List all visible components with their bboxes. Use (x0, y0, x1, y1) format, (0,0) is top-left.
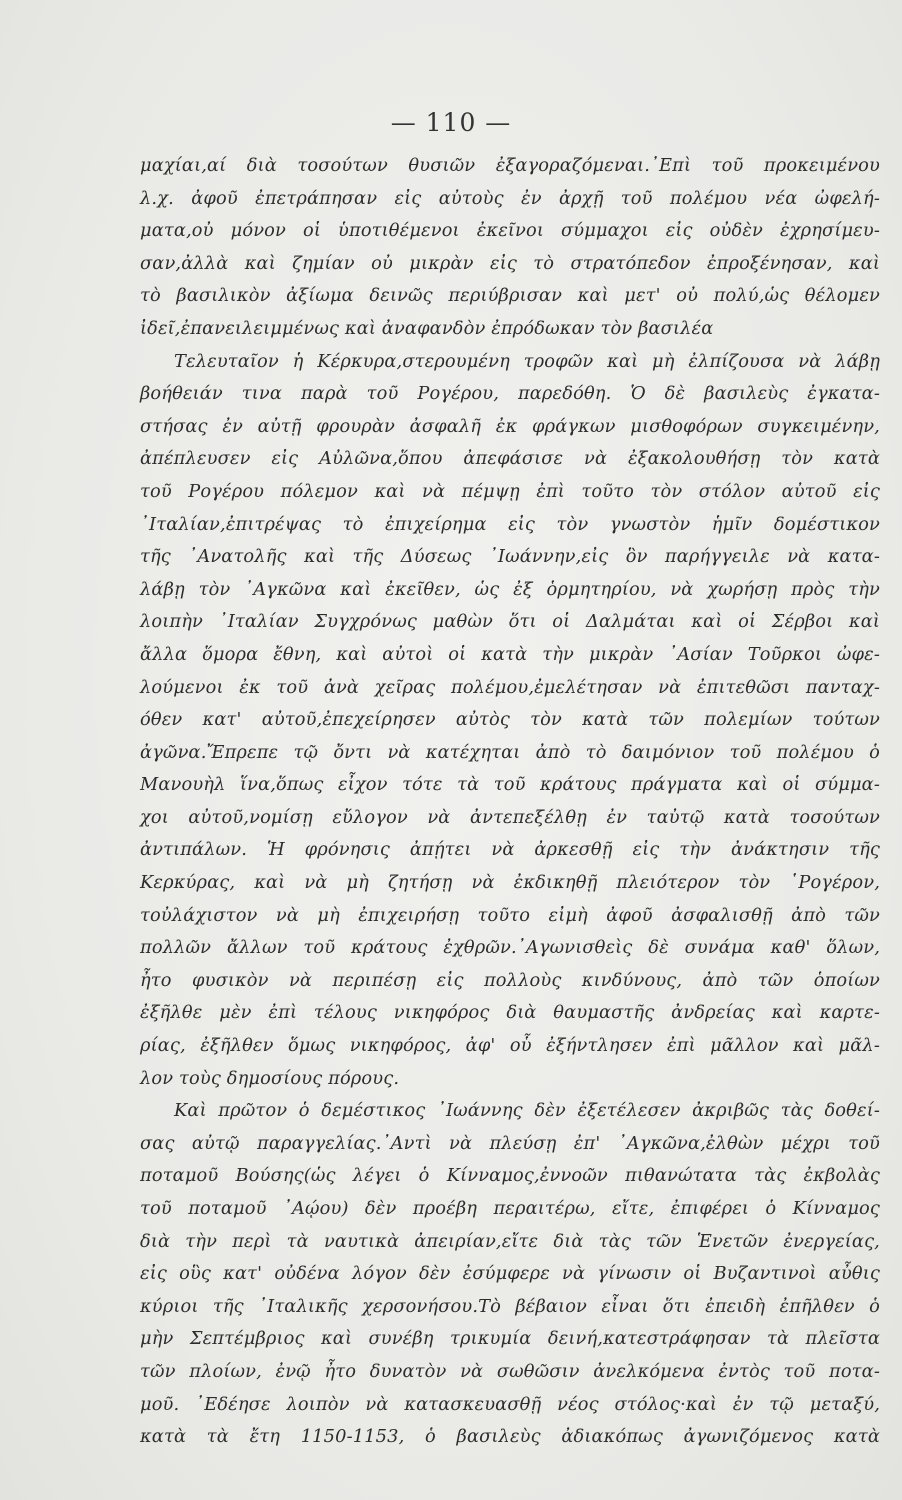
text-line: Μανουὴλ ἵνα,ὅπως εἶχον τότε τὰ τοῦ κράτους πράγματα καὶ οἱ σύμμα- (140, 774, 880, 796)
page-number: — 110 — (390, 108, 512, 137)
text-line: ρίας, ἐξῆλθεν ὅμως νικηφόρος, ἀφ' οὗ ἐξήντλησεν ἐπὶ μᾶλλον καὶ μᾶλ- (140, 1035, 880, 1057)
text-line: Καὶ πρῶτον ὁ δεμέστικος ᾿Ιωάννης δὲν ἐξετέλεσεν ἀκριβῶς τὰς δοθεί- (174, 1100, 880, 1122)
text-line: λοιπὴν ᾿Ιταλίαν Συγχρόνως μαθὼν ὅτι οἱ Δαλμάται καὶ οἱ Σέρβοι καὶ (140, 611, 880, 633)
text-line: σαν,ἀλλὰ καὶ ζημίαν οὐ μικρὰν εἰς τὸ στρατόπεδον ἐπροξένησαν, καὶ (140, 252, 880, 274)
text-line: ἀγῶνα.Ἔπρεπε τῷ ὄντι νὰ κατέχηται ἀπὸ τὸ δαιμόνιον τοῦ πολέμου ὁ (140, 741, 880, 763)
text-line: ᾿Ιταλίαν,ἐπιτρέψας τὸ ἐπιχείρημα εἰς τὸν γνωστὸν ἡμῖν δομέστικον (140, 513, 880, 535)
text-line: χοι αὐτοῦ,νομίσῃ εὔλογον νὰ ἀντεπεξέλθῃ ἐν ταὐτῷ κατὰ τοσούτων (140, 806, 880, 828)
text-line: μοῦ. ᾿Εδέησε λοιπὸν νὰ κατασκευασθῇ νέος στόλος·καὶ ἐν τῷ μεταξύ, (140, 1393, 880, 1415)
text-line: ἄλλα ὅμορα ἔθνη, καὶ αὐτοὶ οἱ κατὰ τὴν μικρὰν ᾿Ασίαν Τοῦρκοι ὠφε- (140, 643, 880, 665)
text-line: μὴν Σεπτέμβριος καὶ συνέβη τρικυμία δεινή,κατεστράφησαν τὰ πλεῖστα (140, 1328, 880, 1350)
paragraph (140, 150, 880, 346)
text-line: Τελευταῖον ἡ Κέρκυρα,στερουμένη τροφῶν καὶ μὴ ἐλπίζουσα νὰ λάβῃ (174, 350, 880, 372)
body-text (140, 150, 880, 1454)
text-line: ματα,οὐ μόνον οἱ ὑποτιθέμενοι ἐκεῖνοι σύμμαχοι εἰς οὐδὲν ἐχρησίμευ- (140, 220, 880, 242)
text-line: λ.χ. ἀφοῦ ἐπετράπησαν εἰς αὐτοὺς ἐν ἀρχῇ τοῦ πολέμου νέα ὠφελή- (140, 187, 880, 209)
text-line: στήσας ἐν αὐτῇ φρουρὰν ἀσφαλῆ ἐκ φράγκων μισθοφόρων συγκειμένην, (140, 415, 880, 437)
text-line: σας αὐτῷ παραγγελίας.᾿Αντὶ νὰ πλεύσῃ ἐπ' ᾿Αγκῶνα,ἐλθὼν μέχρι τοῦ (140, 1132, 880, 1154)
text-line: ἰδεῖ,ἐπανειλειμμένως καὶ ἀναφανδὸν ἐπρόδωκαν τὸν βασιλέα (140, 317, 714, 339)
text-line: τοῦ Ρογέρου πόλεμον καὶ νὰ πέμψῃ ἐπὶ τοῦτο τὸν στόλον αὐτοῦ εἰς (140, 480, 880, 502)
text-line: τοῦ ποταμοῦ ᾿Αῴου) δὲν προέβη περαιτέρω, εἴτε, ἐπιφέρει ὁ Κίνναμος (140, 1198, 880, 1219)
text-line: Κερκύρας, καὶ νὰ μὴ ζητήσῃ νὰ ἐκδικηθῇ πλειότερον τὸν ῾Ρογέρον, (140, 872, 880, 894)
text-line: ἦτο φυσικὸν νὰ περιπέσῃ εἰς πολλοὺς κινδύνους, ἀπὸ τῶν ὁποίων (140, 969, 880, 991)
text-line: ἐξῆλθε μὲν ἐπὶ τέλους νικηφόρος διὰ θαυμαστῆς ἀνδρείας καὶ καρτε- (140, 1002, 880, 1024)
text-line: ἀπέπλευσεν εἰς Αὐλῶνα,ὅπου ἀπεφάσισε νὰ ἐξακολουθήσῃ τὸν κατὰ (140, 448, 880, 470)
text-line: τοὐλάχιστον νὰ μὴ ἐπιχειρήσῃ τοῦτο εἰμὴ ἀφοῦ ἀσφαλισθῇ ἀπὸ τῶν (140, 904, 880, 926)
paragraph (140, 346, 880, 1096)
text-line: μαχίαι,αί διὰ τοσούτων θυσιῶν ἐξαγοραζόμεναι.᾿Επὶ τοῦ προκειμένου (140, 155, 880, 176)
text-line: τὸ βασιλικὸν ἀξίωμα δεινῶς περιύβρισαν καὶ μετ' οὐ πολύ,ὡς θέλομεν (140, 285, 880, 307)
text-line: βοήθειάν τινα παρὰ τοῦ Ρογέρου, παρεδόθη. Ὁ δὲ βασιλεὺς ἐγκατα- (140, 383, 880, 405)
text-line: κατὰ τὰ ἔτη 1150-1153, ὁ βασιλεὺς ἀδιακόπως ἀγωνιζόμενος κατὰ (140, 1426, 880, 1448)
text-line: κύριοι τῆς ᾿Ιταλικῆς χερσονήσου.Τὸ βέβαιον εἶναι ὅτι ἐπειδὴ ἐπῆλθεν ὁ (140, 1295, 880, 1317)
text-line: εἰς οὓς κατ' οὐδένα λόγον δὲν ἐσύμφερε νὰ γίνωσιν οἱ Βυζαντινοὶ αὖθις (140, 1263, 880, 1285)
text-line: πολλῶν ἄλλων τοῦ κράτους ἐχθρῶν.᾿Αγωνισθεὶς δὲ συνάμα καθ' ὅλων, (140, 937, 880, 959)
text-line: λούμενοι ἐκ τοῦ ἀνὰ χεῖρας πολέμου,ἐμελέτησαν νὰ ἐπιτεθῶσι πανταχ- (140, 676, 880, 698)
paragraph (140, 1095, 880, 1454)
text-line: τῆς ᾿Ανατολῆς καὶ τῆς Δύσεως ᾿Ιωάννην,εἰς ὃν παρήγγειλε νὰ κατα- (140, 546, 880, 568)
text-line: λάβῃ τὸν ᾿Αγκῶνα καὶ ἐκεῖθεν, ὡς ἐξ ὁρμητηρίου, νὰ χωρήσῃ πρὸς τὴν (140, 578, 880, 600)
text-line: τῶν πλοίων, ἐνῷ ἦτο δυνατὸν νὰ σωθῶσιν ἀνελκόμενα ἐντὸς τοῦ ποτα- (140, 1360, 880, 1382)
text-line: ἀντιπάλων. Ἡ φρόνησις ἀπῄτει νὰ ἀρκεσθῇ εἰς τὴν ἀνάκτησιν τῆς (140, 839, 880, 861)
text-line: ποταμοῦ Βούσης(ὡς λέγει ὁ Κίνναμος,ἐννοῶν πιθανώτατα τὰς ἐκβολὰς (140, 1165, 880, 1187)
text-line: λον τοὺς δημοσίους πόρους. (140, 1067, 400, 1089)
text-line: όθεν κατ' αὐτοῦ,ἐπεχείρησεν αὐτὸς τὸν κατὰ τῶν πολεμίων τούτων (140, 709, 880, 731)
text-line: διὰ τὴν περὶ τὰ ναυτικὰ ἀπειρίαν,εἴτε διὰ τὰς τῶν Ἑνετῶν ἐνεργείας, (140, 1230, 880, 1252)
